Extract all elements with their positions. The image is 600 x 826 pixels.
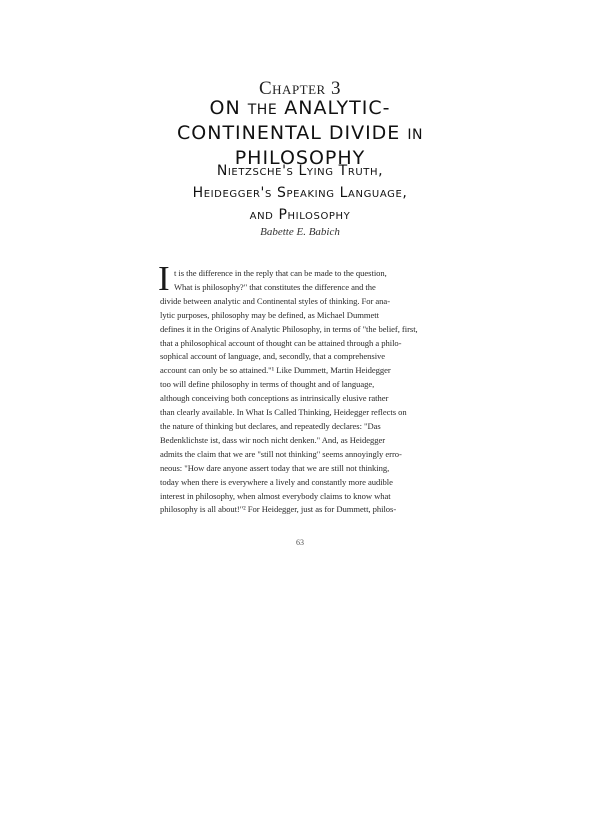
title-line-1 <box>100 97 500 122</box>
title-word-in: IN <box>407 127 423 143</box>
title-word-on: ON <box>209 97 241 119</box>
body-line: sophical account of language, and, secondly, that a comprehensive <box>160 351 386 362</box>
body-line: Bedenklichste ist, dass wir noch nicht denken." And, as Heidegger <box>160 434 386 445</box>
body-line: account can only be so attained."¹ Like Dummett, Martin Heidegger <box>160 365 391 376</box>
subtitle-line-2: Heidegger's Speaking Language, <box>192 185 408 201</box>
subtitle-line-3: and Philosophy <box>249 207 351 223</box>
title-words-continental-divide: CONTINENTAL DIVIDE <box>177 122 401 144</box>
body-paragraph <box>160 267 442 517</box>
title-line-2 <box>100 122 500 147</box>
body-line: neous: "How dare anyone assert today that we are still not thinking, <box>160 462 390 473</box>
body-line: What is philosophy?" that constitutes the difference and the <box>174 281 376 292</box>
chapter-label: Chapter 3 <box>259 78 341 99</box>
body-line: than clearly available. In What Is Called Thinking, Heidegger reflects on <box>160 407 407 418</box>
body-line: today when there is everywhere a lively and constantly more audible <box>160 476 393 487</box>
body-line: lytic purposes, philosophy may be defined, as Michael Dummett <box>160 309 379 320</box>
body-line: admits the claim that we are "still not thinking" seems annoyingly erro- <box>160 448 402 459</box>
body-line: divide between analytic and Continental styles of thinking. For ana- <box>160 295 391 306</box>
body-line: interest in philosophy, when almost everybody claims to know what <box>160 490 391 501</box>
title-line-3: PHILOSOPHY <box>234 147 366 169</box>
body-line: t is the difference in the reply that can be made to the question, <box>174 268 387 278</box>
body-line: although conceiving both conceptions as intrinsically elusive rather <box>160 393 389 404</box>
title-word-the: THE <box>247 102 278 118</box>
page-number: 63 <box>296 538 304 547</box>
body-line: defines it in the Origins of Analytic Philosophy, in terms of "the belief, first, <box>160 323 418 334</box>
chapter-subtitle <box>100 160 500 226</box>
body-line: philosophy is all about!"² For Heidegger, just as for Dummett, philos- <box>160 504 397 515</box>
body-line: that a philosophical account of thought can be attained through a philo- <box>160 337 402 348</box>
title-word-analytic: ANALYTIC- <box>284 97 391 119</box>
drop-cap: I <box>158 259 170 298</box>
author-byline: Babette E. Babich <box>260 226 340 238</box>
subtitle-line-1: Nietzsche's Lying Truth, <box>216 163 384 179</box>
body-line: the nature of thinking but declares, and repeatedly declares: "Das <box>160 420 381 431</box>
body-line: too will define philosophy in terms of thought and of language, <box>160 379 375 390</box>
